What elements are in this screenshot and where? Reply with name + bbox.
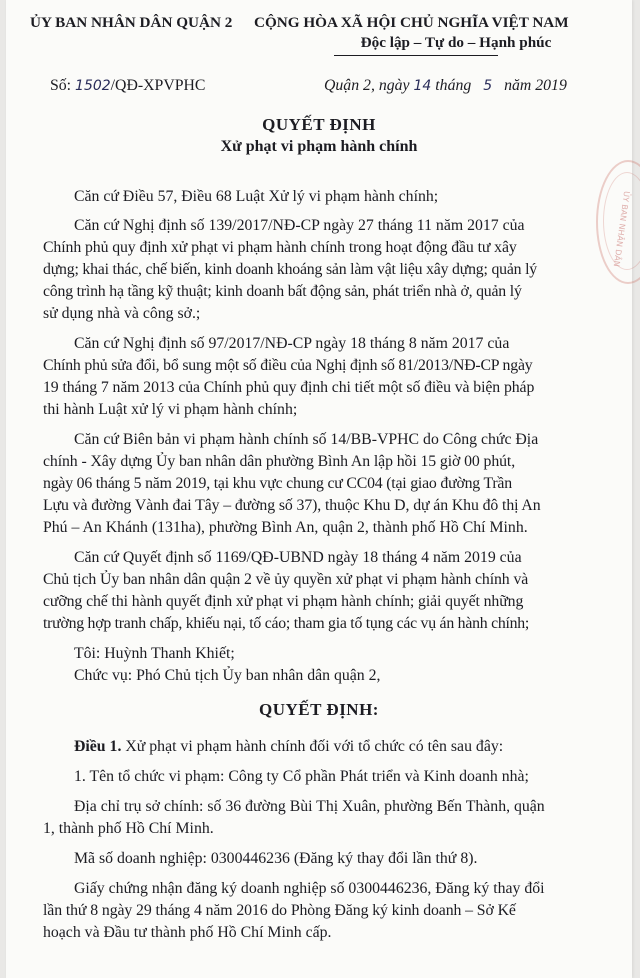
body-line: sử dụng nhà và công sở.; [43,305,201,322]
reference-handwritten-number: 1502 [75,78,111,94]
body-line: hoạch và Đầu tư thành phố Hồ Chí Minh cấp. [43,924,332,941]
body-line: Căn cứ Nghị định số 97/2017/NĐ-CP ngày 18 tháng 8 năm 2017 của [74,335,510,352]
body-line: 1. Tên tổ chức vi phạm: Công ty Cổ phần Phát triển và Kinh doanh nhà; [74,768,529,785]
reference-suffix: /QĐ-XPVPHC [110,77,206,94]
document-title: QUYẾT ĐỊNH [262,115,376,134]
body-line: Căn cứ Biên bản vi phạm hành chính số 14/BB-VPHC do Công chức Địa [74,431,539,448]
body-line: Chức vụ: Phó Chủ tịch Ủy ban nhân dân quận 2, [74,667,381,684]
article-1-text: Xử phạt vi phạm hành chính đối với tổ chức có tên sau đây: [125,738,504,755]
issuing-authority: ỦY BAN NHÂN DÂN QUẬN 2 [30,14,233,31]
body-line: Mã số doanh nghiệp: 0300446236 (Đăng ký thay đổi lần thứ 8). [74,850,478,867]
body-line: công trình hạ tầng kỹ thuật; kinh doanh bất động sản, phát triển nhà ở, quản lý [43,283,522,300]
date-year: năm 2019 [504,77,567,94]
motto-underline [334,55,498,56]
body-line: lần thứ 8 ngày 29 tháng 4 năm 2016 do Phòng Đăng ký kinh doanh – Sở Kế [43,902,516,919]
body-line: dựng; khai thác, chế biến, kinh doanh khoáng sản làm vật liệu xây dựng; quản lý [43,261,537,278]
issue-date [324,77,567,95]
reference-prefix: Số: [50,77,72,94]
body-line: trường hợp tranh chấp, khiếu nại, tố cáo; tham gia tố tụng các vụ án hành chính; [43,615,530,632]
body-line: 19 tháng 7 năm 2013 của Chính phủ quy định chi tiết một số điều và biện pháp [43,379,535,396]
date-month-handwritten: 5 [483,78,493,94]
date-day-handwritten: 14 [413,78,432,94]
reference-number [50,77,205,95]
date-place: Quận 2, ngày [324,77,410,94]
body-line: Lựu và đường Vành đai Tây – đường số 37), thuộc Khu D, dự án Khu đô thị An [43,497,541,514]
body-line: thi hành Luật xử lý vi phạm hành chính; [43,401,298,418]
body-line: cưỡng chế thi hành quyết định xử phạt vi phạm hành chính; giải quyết những [43,593,524,610]
body-line: Căn cứ Điều 57, Điều 68 Luật Xử lý vi phạm hành chính; [74,188,439,205]
body-line: Tôi: Huỳnh Thanh Khiết; [74,645,235,662]
body-line: Căn cứ Quyết định số 1169/QĐ-UBND ngày 18 tháng 4 năm 2019 của [74,549,522,566]
date-month-label: tháng [435,77,472,94]
body-line: Chủ tịch Ủy ban nhân dân quận 2 về ủy quyền xử phạt vi phạm hành chính và [43,571,529,588]
red-stamp-text: ỦY BAN NHÂN DÂN [611,190,632,268]
article-1-label: Điều 1. [74,738,122,755]
body-line: ngày 06 tháng 5 năm 2019, tại khu vực chung cư CC04 (tại giao đường Trần [43,475,512,492]
decision-heading: QUYẾT ĐỊNH: [259,700,379,719]
body-line: chính - Xây dựng Ủy ban nhân dân phường Bình An lập hồi 15 giờ 00 phút, [43,453,516,470]
body-line: Căn cứ Nghị định số 139/2017/NĐ-CP ngày 27 tháng 11 năm 2017 của [74,217,525,234]
body-line: Giấy chứng nhận đăng ký doanh nghiệp số 0300446236, Đăng ký thay đổi [74,880,545,897]
document-subtitle: Xử phạt vi phạm hành chính [220,138,418,155]
document-page [6,0,632,978]
body-line: 1, thành phố Hồ Chí Minh. [43,820,214,837]
national-motto: Độc lập – Tự do – Hạnh phúc [360,34,552,51]
body-line: Phú – An Khánh (131ha), phường Bình An, quận 2, thành phố Hồ Chí Minh. [43,519,528,536]
body-line: Chính phủ quy định xử phạt vi phạm hành chính trong hoạt động đầu tư xây [43,239,517,256]
body-line: Chính phủ sửa đổi, bổ sung một số điều của Nghị định số 81/2013/NĐ-CP ngày [43,357,533,374]
body-line: Địa chỉ trụ sở chính: số 36 đường Bùi Thị Xuân, phường Bến Thành, quận [74,798,545,815]
national-title: CỘNG HÒA XÃ HỘI CHỦ NGHĨA VIỆT NAM [254,14,569,31]
article-1 [74,737,503,757]
